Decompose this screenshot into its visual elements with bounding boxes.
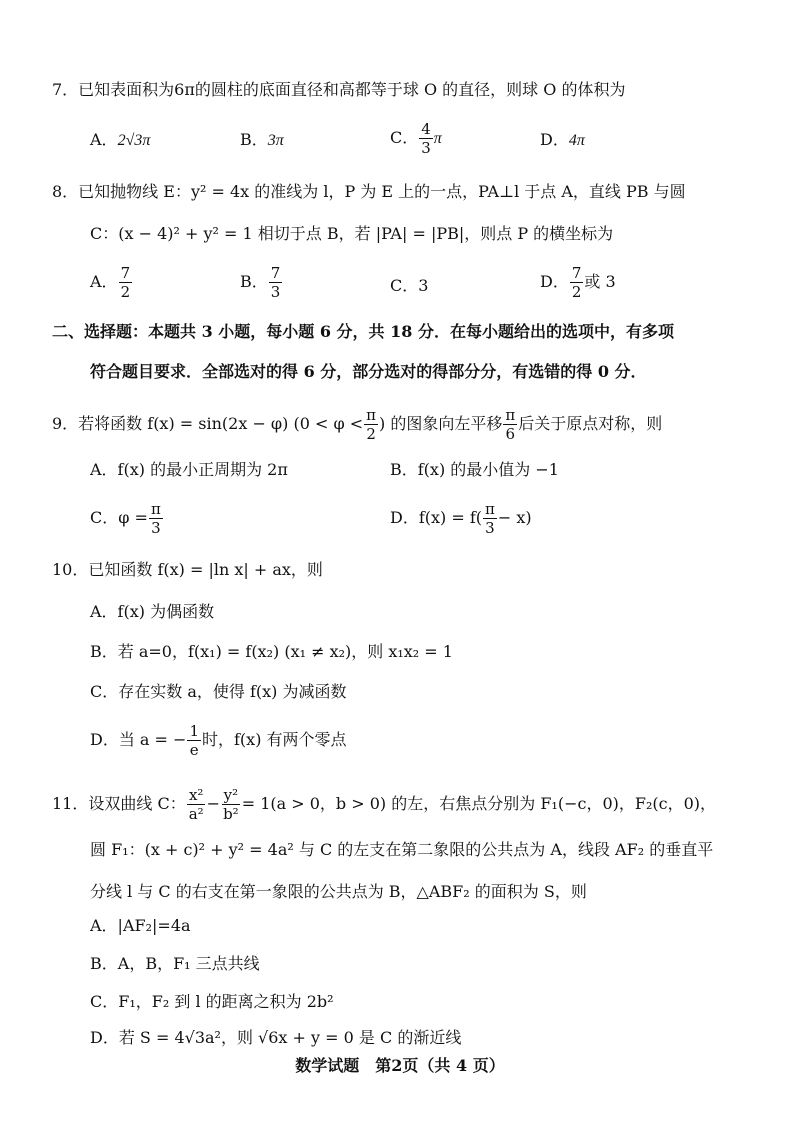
q11-frac1-den: a² bbox=[188, 805, 204, 823]
q9-option-c-fraction bbox=[149, 500, 163, 537]
page-footer: 数学试题 第2页（共 4 页） bbox=[295, 1056, 505, 1075]
q11-line3: 分线 l 与 C 的右支在第一象限的公共点为 B，△ABF₂ 的面积为 S，则 bbox=[90, 882, 587, 901]
q11-option-d: D．若 S = 4√3a²，则 √6x + y = 0 是 C 的渐近线 bbox=[90, 1028, 462, 1047]
q11-stem-post: = 1(a > 0，b > 0) 的左，右焦点分别为 F₁(−c，0)，F₂(c，0)， bbox=[241, 794, 717, 813]
q8-option-b-label: B． bbox=[240, 272, 268, 291]
q11-line2: 圆 F₁：(x + c)² + y² = 4a² 与 C 的左支在第二象限的公共点为 A，线段 AF₂ 的垂直平 bbox=[90, 840, 714, 859]
q7-option-b bbox=[240, 128, 284, 153]
q11-stem-pre: 11．设双曲线 C： bbox=[52, 794, 186, 813]
section2-line2: 符合题目要求．全部选对的得 6 分，部分选对的得部分分，有选错的得 0 分． bbox=[90, 362, 647, 381]
q7-option-d-value: 4π bbox=[568, 132, 585, 149]
q9-frac1 bbox=[364, 406, 378, 443]
q7-option-c-den: 3 bbox=[421, 139, 431, 157]
q9-option-d-post: − x) bbox=[497, 508, 532, 527]
q9-frac2-den: 6 bbox=[505, 425, 516, 443]
q7-option-c-suffix: π bbox=[433, 130, 442, 147]
q10-option-c: C．存在实数 a，使得 f(x) 为减函数 bbox=[90, 682, 347, 701]
q10-option-d bbox=[90, 722, 347, 759]
q8-option-b-den: 3 bbox=[270, 283, 281, 301]
q11-frac1-num: x² bbox=[188, 786, 204, 804]
q9-frac1-num: π bbox=[366, 406, 377, 424]
q7-option-a-value: 2√3π bbox=[117, 132, 151, 149]
q9-option-b: B．f(x) 的最小值为 −1 bbox=[390, 460, 559, 479]
q8-option-d-fraction bbox=[570, 264, 584, 301]
q8-option-b-num: 7 bbox=[270, 264, 281, 282]
q11-frac2-num: y² bbox=[223, 786, 239, 804]
q9-frac2 bbox=[503, 406, 517, 443]
q10-option-d-pre: D．当 a = − bbox=[90, 730, 187, 749]
section2-line1: 二、选择题：本题共 3 小题，每小题 6 分，共 18 分．在每小题给出的选项中，有多项 bbox=[52, 322, 674, 341]
q8-option-a-num: 7 bbox=[120, 264, 131, 282]
q9-stem-pre: 9．若将函数 f(x) = sin(2x − φ) (0 < φ < bbox=[52, 414, 364, 433]
q8-option-d-den: 2 bbox=[571, 283, 582, 301]
q9-frac1-den: 2 bbox=[366, 425, 376, 443]
q7-option-a-label: A． bbox=[90, 130, 118, 149]
q10-stem: 10．已知函数 f(x) = |ln x| + ax，则 bbox=[52, 560, 323, 579]
q10-option-d-den: e bbox=[189, 741, 199, 759]
q7-option-d-label: D． bbox=[540, 130, 569, 149]
q9-option-c-den: 3 bbox=[151, 519, 161, 537]
q8-option-c bbox=[390, 274, 428, 298]
q10-option-d-num: 1 bbox=[189, 722, 199, 740]
q9-stem-mid: ) 的图象向左平移 bbox=[379, 414, 503, 433]
q9-frac2-num: π bbox=[505, 406, 516, 424]
q10-option-b: B．若 a=0，f(x₁) = f(x₂) (x₁ ≠ x₂)，则 x₁x₂ = 1 bbox=[90, 642, 453, 661]
q11-frac2 bbox=[221, 786, 241, 823]
q11-option-b: B．A，B，F₁ 三点共线 bbox=[90, 954, 260, 973]
q8-option-c-label: C． bbox=[390, 276, 419, 295]
q9-option-c-num: π bbox=[150, 500, 161, 518]
q8-option-a-fraction bbox=[119, 264, 133, 301]
q8-option-b-fraction bbox=[269, 264, 283, 301]
q9-option-d-pre: D．f(x) = f( bbox=[390, 508, 483, 527]
q8-line1: 8．已知抛物线 E：y² = 4x 的准线为 l，P 为 E 上的一点，PA⊥l 于点 A，直线 PB 与圆 bbox=[52, 182, 686, 201]
q8-option-a-label: A． bbox=[90, 272, 118, 291]
q7-option-c-fraction bbox=[419, 120, 433, 157]
q8-option-b bbox=[240, 264, 283, 301]
q11-stem bbox=[52, 786, 716, 823]
q9-option-d-den: 3 bbox=[485, 519, 495, 537]
q7-option-c-label: C． bbox=[390, 128, 419, 147]
q9-option-c bbox=[90, 500, 164, 537]
q9-option-d-fraction bbox=[483, 500, 497, 537]
q10-option-d-post: 时，f(x) 有两个零点 bbox=[202, 730, 347, 749]
q7-option-b-label: B． bbox=[240, 130, 268, 149]
q8-option-d bbox=[540, 264, 616, 301]
q8-option-d-num: 7 bbox=[571, 264, 582, 282]
q11-frac1 bbox=[187, 786, 206, 823]
q8-line2: C：(x − 4)² + y² = 1 相切于点 B，若 |PA| = |PB|，则点 P 的横坐标为 bbox=[90, 224, 614, 243]
q11-minus: − bbox=[206, 794, 221, 813]
q11-option-c: C．F₁，F₂ 到 l 的距离之积为 2b² bbox=[90, 992, 334, 1011]
q8-option-a-den: 2 bbox=[120, 283, 131, 301]
q11-frac2-den: b² bbox=[223, 805, 239, 823]
q9-option-d-num: π bbox=[485, 500, 495, 518]
q11-option-a: A．|AF₂|=4a bbox=[90, 916, 191, 935]
q9-option-a: A．f(x) 的最小正周期为 2π bbox=[90, 460, 288, 479]
q7-stem: 7．已知表面积为6π的圆柱的底面直径和高都等于球 O 的直径，则球 O 的体积为 bbox=[52, 80, 626, 99]
q7-option-b-value: 3π bbox=[267, 132, 284, 149]
q9-stem-post: 后关于原点对称，则 bbox=[518, 414, 663, 433]
q8-option-c-value: 3 bbox=[418, 276, 429, 295]
q7-option-d bbox=[540, 128, 585, 153]
q8-option-d-suffix: 或 3 bbox=[584, 272, 616, 291]
q8-option-d-label: D． bbox=[540, 272, 569, 291]
q10-option-d-fraction bbox=[187, 722, 201, 759]
q7-option-a bbox=[90, 128, 150, 153]
q7-option-c-num: 4 bbox=[421, 120, 431, 138]
q9-option-c-pre: C．φ = bbox=[90, 508, 148, 527]
q8-option-a bbox=[90, 264, 133, 301]
q9-option-d bbox=[390, 500, 532, 537]
q9-stem bbox=[52, 406, 662, 443]
q7-option-c bbox=[390, 120, 442, 157]
q10-option-a: A．f(x) 为偶函数 bbox=[90, 602, 215, 621]
